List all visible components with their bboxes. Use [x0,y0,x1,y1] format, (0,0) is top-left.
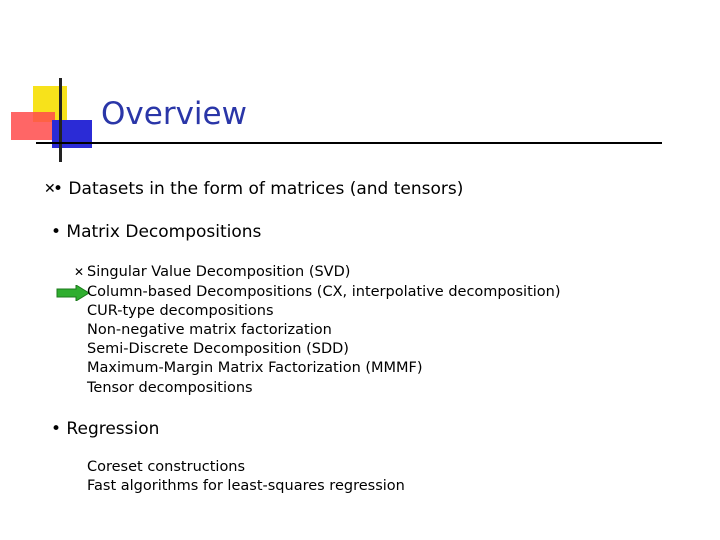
x-mark-icon: ✕ [44,181,56,197]
sub-item-nmf: Non-negative matrix factorization [87,322,332,338]
logo-vertical-line [59,78,62,162]
slide-logo [0,0,100,170]
sub-item-coreset: Coreset constructions [87,459,246,475]
bullet-datasets: • Datasets in the form of matrices (and tensors) [53,179,464,199]
sub-item-least-squares: Fast algorithms for least-squares regression [87,478,405,494]
sub-item-tensor: Tensor decompositions [87,380,253,396]
sub-item-mmmf: Maximum-Margin Matrix Factorization (MMMF) [87,360,423,376]
bullet-matrix-decompositions: • Matrix Decompositions [51,222,262,242]
title-underline [36,142,662,144]
sub-item-cur: CUR-type decompositions [87,303,274,319]
slide-title: Overview [101,96,247,132]
sub-item-column-based: Column-based Decompositions (CX, interpolative decomposition) [87,284,561,300]
right-arrow-icon [56,285,90,301]
sub-item-svd: Singular Value Decomposition (SVD) [87,264,351,280]
sub-item-sdd: Semi-Discrete Decomposition (SDD) [87,341,349,357]
logo-red-square [11,112,55,140]
bullet-regression: • Regression [51,419,160,439]
x-mark-icon: ✕ [74,265,85,279]
